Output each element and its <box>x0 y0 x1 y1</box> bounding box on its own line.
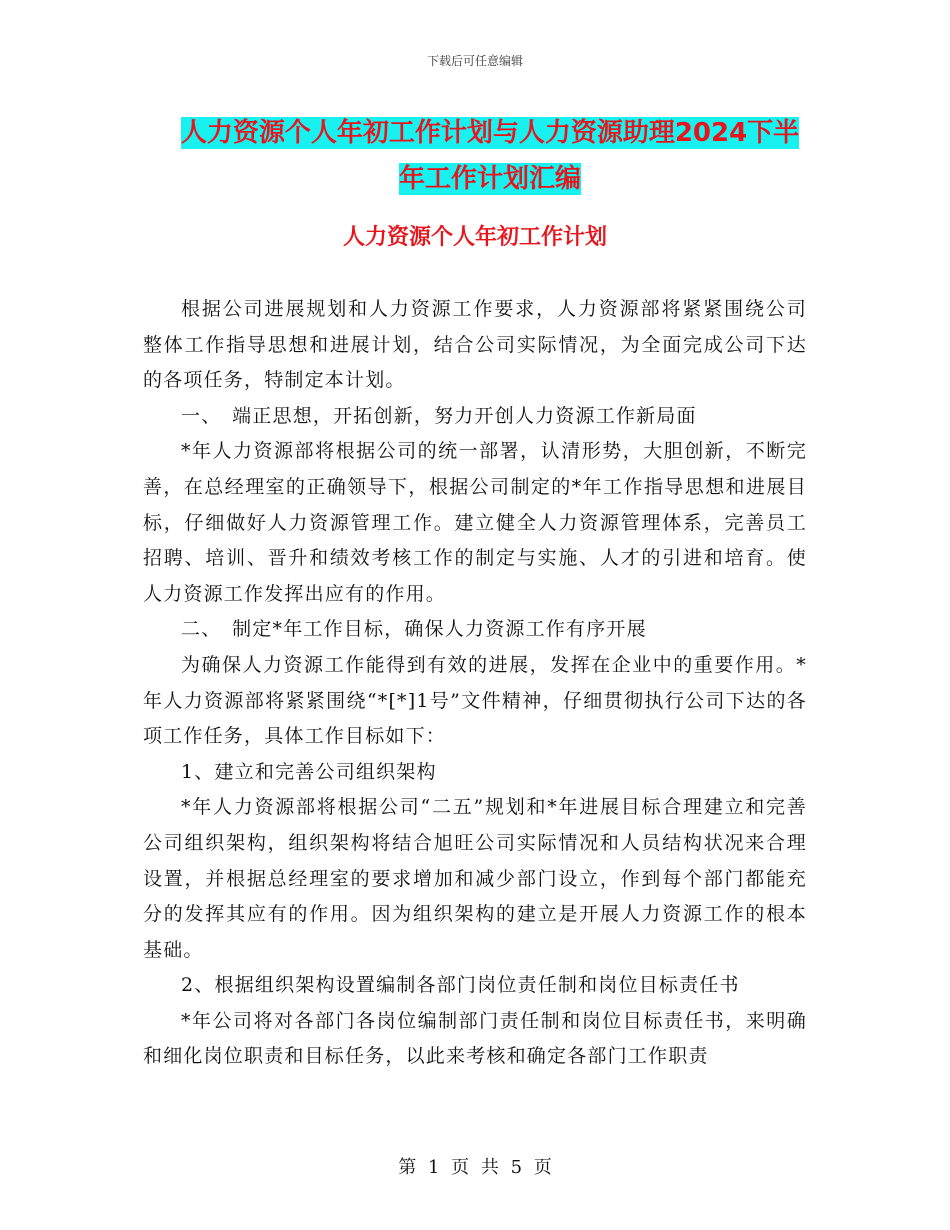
heading-item-1: 1、建立和完善公司组织架构 <box>181 760 437 783</box>
paragraph-item-2: *年公司将对各部门各岗位编制部门责任制和岗位目标责任书，来明确和细化岗位职责和目标任务，以此来考核和确定各部门工作职责 <box>143 1009 807 1068</box>
paragraph-item-1: *年人力资源部将根据公司“二五”规划和*年进展目标合理建立和完善公司组织架构，组织架构将结合旭旺公司实际情况和人员结构状况来合理设置，并根据总经理室的要求增加和减少部门设立，作到每个部门都能充分的发挥其应有的作用。因为组织架构的建立是开展人力资源工作的根本基础。 <box>143 796 807 961</box>
section-title: 人力资源个人年初工作计划 <box>342 225 607 250</box>
paragraph-section-1: *年人力资源部将根据公司的统一部署，认清形势，大胆创新，不断完善，在总经理室的正确领导下，根据公司制定的*年工作指导思想和进展目标，仔细做好人力资源管理工作。建立健全人力资源管理体系，完善员工招聘、培训、晋升和绩效考核工作的制定与实施、人才的引进和培育。使人力资源工作发挥出应有的作用。 <box>143 440 807 605</box>
document-title-line-2: 年工作计划汇编 <box>398 164 581 194</box>
paragraph-section-2: 为确保人力资源工作能得到有效的进展，发挥在企业中的重要作用。*年人力资源部将紧紧围绕“*[*]1号”文件精神，仔细贯彻执行公司下达的各项工作任务，具体工作目标如下： <box>143 653 807 748</box>
heading-section-2: 二、 制定*年工作目标，确保人力资源工作有序开展 <box>181 618 647 641</box>
heading-item-2: 2、根据组织架构设置编制各部门岗位责任制和岗位目标责任书 <box>181 974 740 997</box>
document-body <box>143 292 807 1075</box>
heading-section-1: 一、 端正思想，开拓创新，努力开创人力资源工作新局面 <box>181 404 697 427</box>
document-title-line-1: 人力资源个人年初工作计划与人力资源助理2024下半 <box>180 118 800 148</box>
page-header: 下载后可任意编辑 <box>426 54 523 68</box>
paragraph-intro: 根据公司进展规划和人力资源工作要求，人力资源部将紧紧围绕公司整体工作指导思想和进展计划，结合公司实际情况，为全面完成公司下达的各项任务，特制定本计划。 <box>143 298 807 392</box>
document-title <box>140 110 840 202</box>
page-footer: 第 1 页 共 5 页 <box>398 1157 552 1178</box>
